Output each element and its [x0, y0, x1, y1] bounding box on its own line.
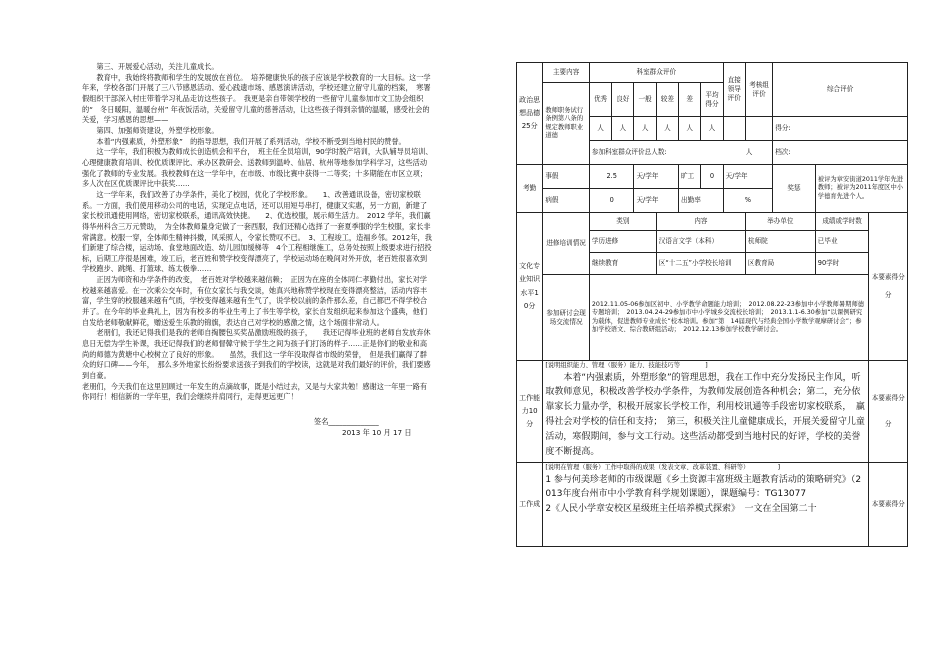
exchange-text: 2012.11.05-06参加区初中、小学教学命题能力培训； 2012.08.22-23参加中小学教师暑期师德专题培训； 2013.04.24-29参加市中小学城乡交流校长培训； 2013.1.1-6.30参加“以课例研究为载体，促进教师专业成长”校本培训。参加“第 14届现代与经典全国小学数学观摩研讨会”；参加学校语文、综合教研组活动； 2012.12.13参加学校教学研讨会。 [589, 275, 869, 361]
ability-hint: [说明组织能力、管理（服务）能力、技能技巧等 ] [545, 362, 708, 369]
overall-header: 综合评价 [773, 63, 908, 117]
table-cell: 区“十二五”小学校长培训 [656, 253, 745, 275]
grade-header: 一般 [634, 83, 656, 117]
ability-text: 本着“内强素质，外塑形象”的管理思想，我在工作中充分发扬民主作风，听取教师意见，积极改善学校办学条件，为教师发展创造各种机会；第二，充分依靠家长力量办学，积极开展家长学校工作，利用校讯通等手段密切家校联系， 赢得社会对学校的信任和支持； 第三，积极关注儿童健康成长，开展关爱留守儿童活动，寒假期间，参与文工行动。这些活动都受到当地村民的好评，学校的美誉度不断提高。 [545, 372, 865, 457]
col-header: 内容 [656, 213, 745, 231]
grade-unit: 人 [612, 117, 634, 141]
form-table [516, 62, 908, 547]
table-cell: 杭师院 [745, 231, 815, 253]
results-cell [543, 463, 869, 547]
grade-unit: 人 [589, 117, 611, 141]
paragraph: 老朋们，今天我们在这里回顾过一年发生的点滴故事，既是小结过去，又是与大家共勉！感谢这一年里一路有你同行！相信新的一学年里，我们会继续并肩同行，走得更远更广！ [82, 381, 428, 402]
group-eval-header: 科室群众评价 [589, 63, 723, 83]
per-year: 天/学年 [634, 189, 679, 213]
absent-label: 旷工 [679, 165, 701, 189]
date: 2013 年 10 月 17 日 [342, 427, 412, 437]
grade-header: 平均得分 [701, 83, 723, 117]
results-hint: [说明在管理（服务）工作中取得的成果（发表文章、改革装置、科研等） ] [545, 464, 781, 471]
sick-leave-label: 事假 [543, 165, 590, 189]
ability-self-score: 本要素得分 分 [869, 361, 908, 463]
grade-header: 差 [679, 83, 701, 117]
grade-header: 良好 [612, 83, 634, 117]
paragraph: 这一学年来，我们改善了办学条件，美化了校园，优化了学校形象。 1、改善通讯设备，密切家校联系。一方面，我们使用移动公司的电话，实现定点电话，还可以用短号串打，健康又实惠，另一方面，新建了家长校讯通使用网络，密切家校联系，通讯高效快捷。 2、优选校服，展示师生活力。 2012 学年，我们赢得华州科含三万元赞助， 为全体教师量身定做了一套西服，我们还精心选择了一套夏季服的学生校服，家长非常满意。校服一穿，全体师生精神抖擞，风采照人，令家长赞叹不已。 3、工程竣工，造福乡邻。2012年，我们新建了综合楼，运动场、食堂地面改造、幼儿园加缓梯等 4个工程相继施工，总务处按照上级要求进行招投标，后期工序很是困难，竣工后，老百姓和赞学校变得漂亮了，学校运动场在晚间对外开放，老百姓很喜欢到学校跑步、跳绳、打篮球、练太极拳…… [82, 189, 432, 274]
evaluation-form [516, 62, 908, 650]
attendance-rate-label: 出勤率 [679, 189, 724, 213]
paragraph: 第三、开展爱心活动，关注儿童成长。 [82, 62, 219, 71]
col-header: 举办单位 [745, 213, 815, 231]
grade-header: 较差 [656, 83, 678, 117]
illness-value: 0 [589, 189, 634, 213]
culture-self-score: 本要素得分 分 [869, 213, 908, 361]
results-self-score: 本要素得分 [869, 463, 908, 547]
award-label: 奖惩 [773, 165, 816, 213]
results-item: 2《人民小学章安校区星级班主任培养模式探索》 一文在全国第二十 [545, 504, 817, 515]
culture-side-label: 文化专业知识水平10分 [517, 213, 543, 361]
table-cell: 已毕业 [815, 231, 869, 253]
results-item: 1 参与何美珍老师的市级课题《乡土资源丰富班级主题教育活动的策略研究》（2013年度台州市中小学教育科学规划课题），课题编号：TG13077 [545, 474, 862, 500]
speech-text [82, 62, 434, 438]
ability-cell [543, 361, 869, 463]
grade-header: 优秀 [589, 83, 611, 117]
assess-group-header: 考核组评价 [745, 63, 772, 117]
participants-field: 参加科室群众评价总人数: 人 [589, 141, 772, 165]
ability-side-label: 工作能力10分 [517, 361, 543, 463]
law-text: 教师职务试行条例第八条的规定教师职业道德 [543, 83, 590, 165]
paragraph: 教育中，我始终将教师和学生的发展放在首位。 培养健康快乐的孩子应该是学校教育的一大目标。这一学年来，学校各部门开展了三八节感恩活动、爱心践遗市场、感恩演讲活动，学校还建立留守儿童的档案， 寒署假组织干部深入村庄带着学习礼品走访这些孩子。 我更是亲自带领学校的一些留守儿童参加市文工协会组织的“ 冬日暖阳，温暖台州” 年夜饭活动，关爱留守儿童的慈善活动，让这些孩子得到亲情的温暖，感受社会的关爱，学习感恩的思想—— [82, 72, 431, 125]
table-cell: 继续教育 [589, 253, 656, 275]
paragraph: 这一学年，我们积极为教师成长创造机会和平台， 班主任全员培训，90学时脱产培训，大队辅导员培训、心理健康教育培训、校优质课评比、承办区教研会、送教师到温岭、仙居、杭州等地参加学科学习，这些活动强化了教师的专业发展。我校教师在这一学年中，在市级、市级比赛中获得一二等奖；十多期能在市区立项；多人次在区优质课评比中获奖…… [82, 147, 433, 189]
absent-value: 0 [701, 165, 723, 189]
exchange-label: 参加研讨会现场交流情况 [543, 275, 590, 361]
per-year: 天/学年 [723, 165, 773, 189]
score-field: 得分: [773, 117, 908, 141]
col-header: 类别 [589, 213, 656, 231]
grade-unit: 人 [701, 117, 723, 141]
paragraph: 老朋们，我还记得我们是我的老师自掏腰包买奖品激励班级的孩子， 我还记得毕业班的老师自发放弃休息日无偿为学生补课，我还记得我们的老师督韓守候于学生之间为孩子们打汤的样子……正是你们的敬业和高尚的师德为黄塘中心校树立了良好的形象。 虽然，我们这一学年没取得省市级的荣誉， 但是我们赢得了群众的好口碑——今年， 那么多外地家长纷纷要求送孩子到我们的学校读，这就是对我们最好的评价，我们要感到自豪。 [82, 328, 431, 381]
grade-unit: 人 [656, 117, 678, 141]
per-year: 天/学年 [634, 165, 679, 189]
table-cell: 区教育局 [745, 253, 815, 275]
tier-field: 档次: [773, 141, 908, 165]
award-text: 被评为章安街道2011学年先进教师；被评为2011年度区中小学德育先进个人。 [815, 165, 907, 213]
paragraph: 正因为师资和办学条件的改变， 老百姓对学校越来越信赖； 正因为在座的全体同仁孝勤付出，家长对学校越来越喜爱。在一次乘公交车时，有位女家长与我交谈，她真兴地称赞学校现在变得漂亮整洁，活动内容丰富，学生穿的校服越来越有气质，学校变得越来越有生气了，说学校以前的条件那么差，自己都巴不得学校合并了。在今年的毕业典礼上，因为有校多的毕业生考上了书生等学校，家长自发组织起来参加这个盛典，他们自发给老师敬献鲜花，赠送爱生乐教的锦旗，表达自己对学校的感激之情，这个场面非常动人。 [82, 275, 428, 327]
table-cell: 汉语言文学（本科） [656, 231, 745, 253]
signature-line: 签名______________ [314, 417, 379, 426]
paragraph: 本着“内强素质，外塑形象” 的指导思想，我们开展了系列活动，学校不断受到当地村民的赞誉。 [82, 136, 406, 146]
col-header: 成绩或学时数 [815, 213, 869, 231]
illness-label: 病假 [543, 189, 590, 213]
grade-unit: 人 [679, 117, 701, 141]
paragraph: 第四、加强师资建设，外塑学校形象。 [82, 125, 219, 135]
table-cell: 学历进修 [589, 231, 656, 253]
main-content-header: 主要内容 [543, 63, 590, 83]
results-side-label: 工作成 [517, 463, 543, 547]
table-cell: 90学时 [815, 253, 869, 275]
grade-unit: 人 [634, 117, 656, 141]
sick-leave-value: 2.5 [589, 165, 634, 189]
training-label: 进修培训情况 [543, 213, 590, 275]
attendance-label: 考勤 [517, 165, 543, 213]
direct-leader-header: 直接领导评价 [723, 63, 745, 117]
politics-side-label: 政治思想品德25分 [517, 63, 543, 165]
attendance-rate-unit: % [723, 189, 773, 213]
